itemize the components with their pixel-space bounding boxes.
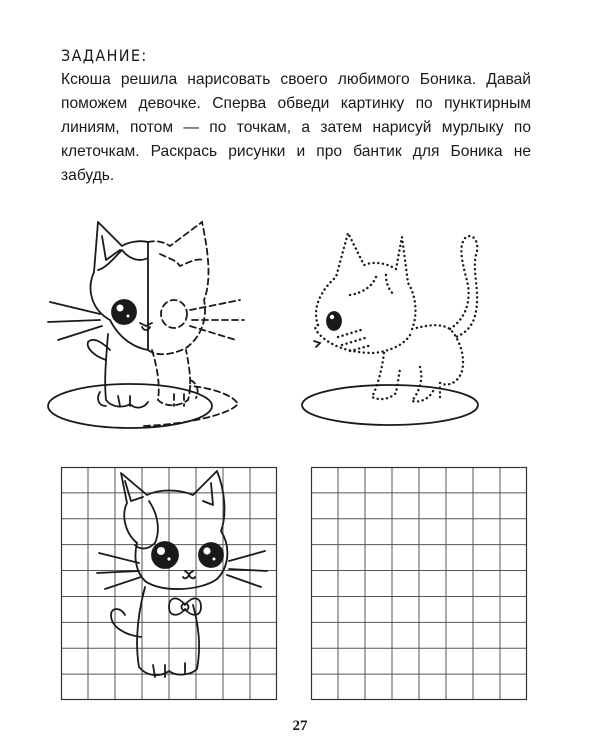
kitten-2-shadow-solid xyxy=(302,385,478,425)
task-instructions-text: Ксюша решила нарисовать своего любимого Боника. Давай поможем девочке. Сперва обведи картинку по пунктирным линиям, потом — по точкам, а затем нарисуй мурлыку по клеточкам. Раскрась рисунки и про бантик для Боника не забудь. xyxy=(61,71,531,184)
task-instructions xyxy=(61,68,531,188)
kitten-1-outline-solid xyxy=(91,222,148,350)
dashed-trace-kitten xyxy=(40,210,280,445)
reference-grid-with-kitten xyxy=(61,467,277,700)
empty-drawing-grid[interactable] xyxy=(311,467,527,700)
dotted-trace-kitten xyxy=(290,225,500,425)
task-heading: ЗАДАНИЕ: xyxy=(61,46,148,65)
kitten-1-outline-dashed xyxy=(148,222,208,354)
page-number: 27 xyxy=(292,718,308,734)
